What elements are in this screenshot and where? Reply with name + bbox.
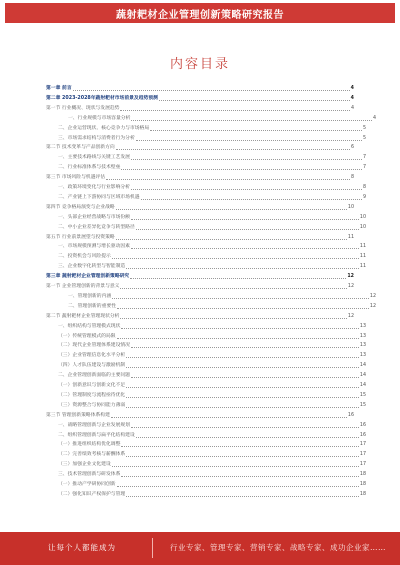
toc-entry-page: 7 xyxy=(362,165,366,171)
toc-leader-dots xyxy=(117,338,359,339)
toc-entry-page: 16 xyxy=(347,412,354,418)
toc-entry-label: 第三节 管理创新策略体系构建 xyxy=(46,412,110,418)
toc-entry-label: 一、政策环境变化与行业影响分析 xyxy=(58,185,130,190)
toc-leader-dots xyxy=(131,120,372,121)
toc-entry-page: 15 xyxy=(359,402,366,408)
toc-entry[interactable] xyxy=(46,431,366,439)
toc-entry-label: （二）强化知识产权保护与管理 xyxy=(58,491,126,497)
toc-entry-label: 第三章 蔬射耙材企业管理创新策略研究 xyxy=(46,274,130,280)
toc-entry[interactable] xyxy=(46,480,366,488)
toc-entry-label: （三）企业管理信息化水平分析 xyxy=(58,353,126,359)
toc-leader-dots xyxy=(116,209,347,210)
toc-leader-dots xyxy=(150,130,362,131)
toc-entry-page: 18 xyxy=(359,482,366,487)
toc-entry[interactable] xyxy=(46,332,366,340)
page-header xyxy=(0,0,400,30)
toc-leader-dots xyxy=(141,199,362,200)
toc-leader-dots xyxy=(130,278,346,279)
toc-entry-label: 二、行业标准体系与技术壁垒 xyxy=(58,165,121,171)
toc-entry[interactable] xyxy=(46,252,366,260)
toc-leader-dots xyxy=(131,248,359,249)
toc-entry[interactable] xyxy=(46,203,354,211)
toc-entry-label: （一）推进组织结构优化调整 xyxy=(58,442,121,448)
toc-leader-dots xyxy=(126,268,359,269)
toc-entry-label: 第一节 企业管理创新的背景与意义 xyxy=(46,284,120,289)
toc-entry-page: 13 xyxy=(359,353,366,359)
toc-leader-dots xyxy=(112,298,369,299)
toc-entry-page: 6 xyxy=(350,145,354,151)
toc-entry-label: （二）完善绩效考核与薪酬体系 xyxy=(58,452,126,458)
toc-entry-label: 第二节 蔬射耙材企业管理现状分析 xyxy=(46,313,120,319)
toc-entry-label: （一）创新意识与创新文化不足 xyxy=(58,383,126,388)
toc-entry-page: 10 xyxy=(359,214,366,220)
toc-entry-page: 12 xyxy=(369,293,376,299)
toc-leader-dots xyxy=(73,90,350,91)
toc-leader-dots xyxy=(121,476,359,477)
toc-entry-page: 4 xyxy=(350,105,354,111)
footer-roles: 行业专家、管理专家、营销专家、战略专家、成功企业家…… xyxy=(170,543,386,552)
toc-leader-dots xyxy=(121,328,359,329)
toc-entry[interactable] xyxy=(46,292,376,300)
toc-entry-page: 15 xyxy=(359,392,366,398)
toc-entry-page: 14 xyxy=(359,383,366,388)
toc-entry-label: 二、管理创新的重要性 xyxy=(68,303,116,309)
toc-entry-page: 14 xyxy=(359,363,366,369)
toc-entry-label: 二、企业运营现状、核心竞争力与市场格局 xyxy=(58,125,150,131)
toc-entry[interactable] xyxy=(46,440,366,448)
toc-leader-dots xyxy=(131,347,359,348)
toc-entry-label: 二、组织管理创新与扁平化结构建设 xyxy=(58,432,135,438)
toc-entry[interactable] xyxy=(46,381,366,389)
toc-leader-dots xyxy=(136,437,359,438)
toc-entry[interactable] xyxy=(46,173,354,181)
toc-leader-dots xyxy=(126,496,359,497)
toc-entry[interactable] xyxy=(46,361,366,369)
toc-entry-page: 18 xyxy=(359,472,366,478)
toc-entry-page: 11 xyxy=(347,234,354,240)
toc-entry-page: 13 xyxy=(359,323,366,329)
toc-entry[interactable] xyxy=(46,411,354,419)
toc-entry-page: 10 xyxy=(347,204,354,210)
toc-entry-page: 17 xyxy=(359,452,366,458)
page-footer xyxy=(0,532,400,565)
toc-entry[interactable] xyxy=(46,341,366,349)
toc-entry-label: 第三节 市场风险与机遇评估 xyxy=(46,175,106,181)
toc-leader-dots xyxy=(106,179,350,180)
toc-entry[interactable] xyxy=(46,401,366,409)
toc-entry-page: 17 xyxy=(359,442,366,448)
toc-entry[interactable] xyxy=(46,470,366,478)
toc-leader-dots xyxy=(112,466,359,467)
toc-entry-label: 二、投资机会与风险提示 xyxy=(58,254,111,260)
toc-entry-page: 4 xyxy=(350,95,354,101)
toc-entry-label: （一）传统管理模式的局限 xyxy=(58,333,116,339)
toc-entry-page: 4 xyxy=(350,86,354,91)
toc-entry-label: 一、管理创新的内涵 xyxy=(68,293,112,299)
toc-entry[interactable] xyxy=(46,114,376,122)
toc-leader-dots xyxy=(116,239,347,240)
toc-entry-page: 10 xyxy=(359,224,366,230)
toc-entry-label: （一）推动产学研协同创新 xyxy=(58,482,116,487)
toc-entry-page: 17 xyxy=(359,462,366,468)
toc-entry[interactable] xyxy=(46,351,366,359)
toc-entry-label: 二、产业链上下游协同与区域市场机遇 xyxy=(58,194,140,200)
toc-entry[interactable] xyxy=(46,183,366,191)
toc-leader-dots xyxy=(126,407,359,408)
toc-entry-page: 7 xyxy=(362,155,366,161)
toc-entry[interactable] xyxy=(46,302,376,310)
toc-entry[interactable] xyxy=(46,94,354,102)
footer-divider xyxy=(152,538,153,558)
toc-entry[interactable] xyxy=(46,272,354,280)
toc-entry[interactable] xyxy=(46,213,366,221)
toc-entry-label: 第一章 前言 xyxy=(46,86,72,91)
toc-entry-label: 三、企业数字化转型与智能制造 xyxy=(58,264,126,270)
toc-entry-label: 一、头部企业经营战略与市场份额 xyxy=(58,214,130,220)
toc-entry-label: 第二节 技术变革与产品创新方向 xyxy=(46,145,115,151)
toc-entry-page: 13 xyxy=(359,333,366,339)
toc-entry[interactable] xyxy=(46,163,366,171)
toc-entry[interactable] xyxy=(46,262,366,270)
toc-leader-dots xyxy=(126,456,359,457)
toc-entry-page: 8 xyxy=(350,175,354,181)
toc-entry-label: 一、市场规模预测与增长驱动因素 xyxy=(58,244,130,250)
toc-entry[interactable] xyxy=(46,460,366,468)
toc-entry[interactable] xyxy=(46,391,366,399)
toc-entry[interactable] xyxy=(46,104,354,112)
toc-entry-page: 5 xyxy=(362,135,366,141)
toc-entry[interactable] xyxy=(46,223,366,231)
toc-leader-dots xyxy=(136,229,359,230)
toc-leader-dots xyxy=(131,219,359,220)
toc-entry-page: 11 xyxy=(359,254,366,260)
toc-leader-dots xyxy=(126,357,359,358)
toc-leader-dots xyxy=(131,189,362,190)
toc-leader-dots xyxy=(120,318,346,319)
toc-entry[interactable] xyxy=(46,490,366,498)
footer-slogan: 让每个人都能成为 xyxy=(48,543,116,552)
toc-entry[interactable] xyxy=(46,242,366,250)
toc-entry-label: （二）现代企业管理体系建设情况 xyxy=(58,343,130,349)
toc-leader-dots xyxy=(131,377,359,378)
toc-entry-label: 三、技术管理创新与研发体系 xyxy=(58,472,121,478)
toc-leader-dots xyxy=(112,258,359,259)
toc-entry-label: 第四节 竞争格局演变与企业战略 xyxy=(46,204,115,210)
toc-leader-dots xyxy=(131,427,359,428)
toc-leader-dots xyxy=(117,486,359,487)
report-title: 蔬射耙材企业管理创新策略研究报告 xyxy=(116,10,284,21)
toc-leader-dots xyxy=(131,159,362,160)
toc-leader-dots xyxy=(126,387,359,388)
toc-leader-dots xyxy=(120,288,346,289)
toc-title: 内容目录 xyxy=(169,57,230,72)
toc-entry-page: 14 xyxy=(359,373,366,379)
table-of-contents xyxy=(46,84,376,504)
toc-leader-dots xyxy=(117,308,369,309)
toc-entry-label: 一、战略管理创新与企业发展规划 xyxy=(58,422,130,428)
toc-leader-dots xyxy=(120,110,349,111)
toc-entry-label: （三）资源整合与协同能力薄弱 xyxy=(58,402,126,408)
toc-entry-page: 12 xyxy=(347,284,354,289)
toc-entry-page: 11 xyxy=(359,244,366,250)
toc-entry-label: （三）加强企业文化建设 xyxy=(58,462,111,468)
toc-entry[interactable] xyxy=(46,450,366,458)
toc-entry-label: 一、行业规模与市场容量分析 xyxy=(68,115,131,121)
toc-entry-page: 9 xyxy=(362,194,366,200)
toc-leader-dots xyxy=(116,149,350,150)
toc-entry-page: 12 xyxy=(347,274,354,280)
toc-entry-label: （二）管理制度与流程亟待优化 xyxy=(58,392,126,398)
toc-entry[interactable] xyxy=(46,153,366,161)
toc-leader-dots xyxy=(159,100,350,101)
toc-entry-page: 11 xyxy=(359,264,366,270)
toc-entry[interactable] xyxy=(46,134,366,142)
toc-entry-page: 13 xyxy=(359,343,366,349)
toc-entry-label: 第一节 行业概况、现状与发展趋势 xyxy=(46,105,120,111)
toc-entry[interactable] xyxy=(46,193,366,201)
toc-entry[interactable] xyxy=(46,282,354,290)
toc-leader-dots xyxy=(126,397,359,398)
toc-entry-label: 第二章 2023-2028年蔬射耙材市场前景及趋势预测 xyxy=(46,95,158,101)
toc-entry[interactable] xyxy=(46,124,366,132)
toc-entry[interactable] xyxy=(46,421,366,429)
toc-entry-page: 16 xyxy=(359,422,366,428)
toc-entry-page: 16 xyxy=(359,432,366,438)
toc-leader-dots xyxy=(136,140,362,141)
toc-entry-page: 4 xyxy=(372,115,376,121)
toc-entry-label: 二、中小企业差异化竞争与转型路径 xyxy=(58,224,135,230)
toc-entry[interactable] xyxy=(46,143,354,151)
toc-leader-dots xyxy=(121,169,362,170)
toc-entry-label: （四）人才队伍建设与激励机制 xyxy=(58,363,126,369)
toc-leader-dots xyxy=(126,367,359,368)
toc-leader-dots xyxy=(121,446,359,447)
toc-entry[interactable] xyxy=(46,312,354,320)
toc-entry[interactable] xyxy=(46,322,366,330)
toc-entry-page: 8 xyxy=(362,185,366,190)
toc-entry-page: 12 xyxy=(347,313,354,319)
toc-entry-label: 一、组织结构与管理模式现状 xyxy=(58,323,121,329)
toc-entry-page: 12 xyxy=(369,303,376,309)
toc-entry-page: 18 xyxy=(359,491,366,497)
toc-entry-label: 二、企业管理创新面临的主要问题 xyxy=(58,373,130,379)
toc-entry[interactable] xyxy=(46,84,354,92)
toc-entry-page: 5 xyxy=(362,125,366,131)
toc-entry[interactable] xyxy=(46,233,354,241)
toc-leader-dots xyxy=(111,417,347,418)
toc-entry-label: 第五节 行业前景展望与投资策略 xyxy=(46,234,115,240)
toc-entry-label: 一、主要技术路线与关键工艺发展 xyxy=(58,155,130,161)
toc-entry[interactable] xyxy=(46,371,366,379)
toc-entry-label: 三、市场需求结构与消费者行为分析 xyxy=(58,135,135,141)
